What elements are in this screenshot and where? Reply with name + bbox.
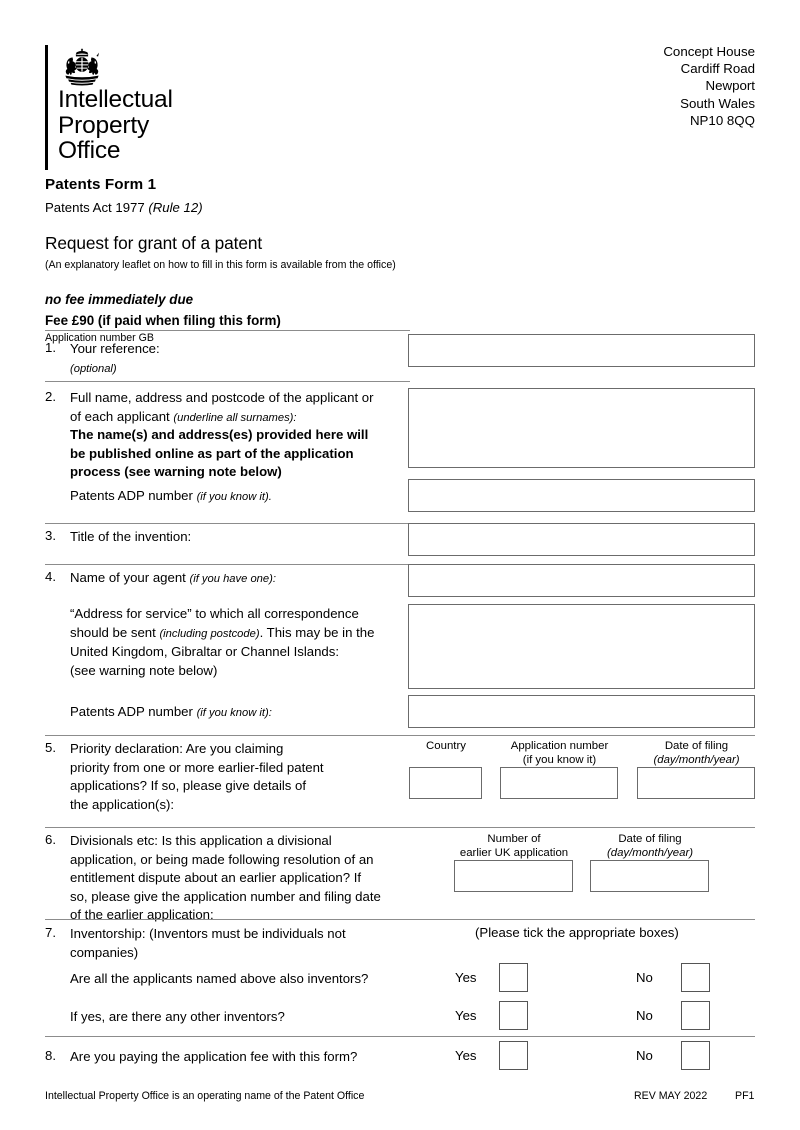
item-6-earlier-application-header	[454, 832, 574, 860]
item-4-adp-hint: (if you know it):	[196, 707, 272, 719]
item-1-your-reference-input[interactable]	[408, 334, 755, 367]
item-6-line-3: entitlement dispute about an earlier application? If	[70, 870, 362, 885]
item-8-no-label: No	[636, 1048, 653, 1063]
address-line-2: Cardiff Road	[680, 61, 755, 77]
item-1-label-text: Your reference:	[70, 341, 160, 356]
item-2-adp-label	[70, 487, 405, 507]
item-2-line-2-hint: (underline all surnames):	[173, 411, 297, 424]
address-postcode: NP10 8QQ	[689, 112, 755, 128]
item-7-line-1: Inventorship: (Inventors must be individuals not	[70, 926, 346, 941]
item-4-agent-text: Name of your agent	[70, 570, 190, 585]
footer-operating-name: Intellectual Property Office is an operating name of the Patent Office	[45, 1090, 365, 1102]
leaflet-note: (An explanatory leaflet on how to fill in this form is available from the office)	[45, 259, 396, 271]
item-3-number: 3.	[45, 528, 56, 543]
item-3-label: Title of the invention:	[70, 529, 192, 544]
logo-line-3: Office	[58, 137, 121, 164]
item-4-adp-number-input[interactable]	[408, 695, 755, 728]
item-5-line-1: Priority declaration: Are you claiming	[70, 741, 284, 756]
item-7-number: 7.	[45, 925, 56, 940]
ipo-logo	[45, 45, 275, 170]
footer-form-code: PF1	[735, 1090, 755, 1102]
item-6-earlier-application-header-text: Number of	[487, 833, 541, 845]
logo-line-1: Intellectual	[58, 86, 173, 113]
item-2-line-1: Full name, address and postcode of the applicant or	[70, 390, 374, 405]
rule-above-item-8	[45, 1036, 755, 1037]
item-8-yes-label: Yes	[455, 1048, 477, 1063]
item-7-q1-no-label: No	[636, 970, 653, 985]
item-4-address-line-4: (see warning note below)	[70, 662, 218, 678]
item-7-q2-no-checkbox[interactable]	[681, 1001, 710, 1030]
item-7-q1-no-checkbox[interactable]	[681, 963, 710, 992]
address-line-4: South Wales	[680, 95, 755, 111]
item-4-address-line-3: United Kingdom, Gibraltar or Channel Islands:	[70, 644, 340, 659]
item-4-address-line-1: “Address for service” to which all correspondence	[70, 606, 359, 621]
item-6-date-of-filing-header-text: Date of filing	[618, 833, 682, 845]
item-6-date-of-filing-input[interactable]	[590, 860, 709, 892]
item-5-line-4: the application(s):	[70, 796, 175, 812]
act-line	[45, 200, 545, 215]
item-5-country-header-text: Country	[426, 740, 466, 752]
item-5-label	[70, 740, 405, 814]
item-5-number: 5.	[45, 740, 56, 755]
item-4-address-line-2c: . This may be in the	[259, 624, 375, 640]
item-7-question-1: Are all the applicants named above also inventors?	[70, 971, 369, 986]
act-text: Patents Act 1977	[45, 200, 149, 215]
item-7-line-2: companies)	[70, 944, 139, 960]
item-7-q2-no-label: No	[636, 1008, 653, 1023]
item-5-date-of-filing-header-text: Date of filing	[664, 740, 729, 752]
page-title: Request for grant of a patent	[45, 233, 263, 253]
item-4-address-for-service-label	[70, 605, 410, 680]
item-5-country-header	[409, 739, 483, 753]
item-4-number: 4.	[45, 569, 56, 584]
item-6-line-4: so, please give the application number and filing date	[70, 888, 381, 904]
address-line-1: Concept House	[663, 44, 755, 59]
item-5-application-number-input[interactable]	[500, 767, 618, 799]
item-4-adp-label	[70, 703, 405, 723]
item-7-q1-yes-checkbox[interactable]	[499, 963, 528, 992]
item-7-q2-yes-label: Yes	[455, 1008, 477, 1023]
office-address	[663, 43, 755, 129]
item-2-label	[70, 389, 405, 427]
rule-above-item-7	[45, 919, 755, 920]
item-4-adp-text: Patents ADP number	[70, 704, 197, 719]
no-fee-note: no fee immediately due	[45, 292, 194, 307]
item-4-agent-name-input[interactable]	[408, 564, 755, 597]
item-6-date-of-filing-header	[590, 832, 710, 860]
item-2-warning-line-2: be published online as part of the application	[70, 445, 354, 461]
item-2-number: 2.	[45, 389, 56, 404]
item-3-invention-title-input[interactable]	[408, 523, 755, 556]
item-4-address-line-2a: should be sent	[70, 624, 160, 640]
royal-coat-of-arms-icon	[59, 47, 105, 87]
ipo-logo-text	[58, 87, 173, 164]
item-5-line-2: priority from one or more earlier-filed patent	[70, 759, 324, 775]
item-2-warning-line-1: The name(s) and address(es) provided here will	[70, 427, 369, 442]
item-2-applicant-details-input[interactable]	[408, 388, 755, 468]
item-6-earlier-application-number-input[interactable]	[454, 860, 573, 892]
item-5-country-input[interactable]	[409, 767, 482, 799]
item-4-address-for-service-input[interactable]	[408, 604, 755, 689]
item-7-tick-hint: (Please tick the appropriate boxes)	[475, 925, 679, 940]
rule-above-item-2	[45, 381, 410, 382]
item-2-adp-text: Patents ADP number	[70, 488, 197, 503]
item-6-line-5: of the earlier application:	[70, 907, 214, 922]
rule-above-item-6	[45, 827, 755, 828]
item-2-adp-number-input[interactable]	[408, 479, 755, 512]
item-6-line-2: application, or being made following resolution of an	[70, 851, 374, 867]
address-line-3: Newport	[705, 78, 755, 94]
item-7-q1-yes-label: Yes	[455, 970, 477, 985]
item-8-yes-checkbox[interactable]	[499, 1041, 528, 1070]
item-7-label	[70, 925, 410, 962]
item-5-line-3: applications? If so, please give details of	[70, 778, 307, 793]
item-6-number: 6.	[45, 832, 56, 847]
rule-above-item-3	[45, 523, 410, 524]
rule-above-item-4	[45, 564, 410, 565]
application-number-label: Application number GB	[45, 332, 154, 344]
item-6-earlier-application-header-sub: earlier UK application	[459, 847, 569, 859]
item-1-number: 1.	[45, 340, 56, 355]
item-5-date-of-filing-header-sub: (day/month/year)	[653, 754, 740, 766]
form-number-title: Patents Form 1	[45, 176, 157, 193]
item-2-line-2: of each applicant	[70, 408, 174, 424]
item-5-application-number-header-text: Application number	[510, 740, 609, 752]
item-1-label	[70, 340, 400, 378]
footer-revision: REV MAY 2022	[634, 1090, 708, 1102]
item-1-hint: (optional)	[70, 362, 117, 375]
item-4-address-line-2b: (including postcode)	[159, 627, 260, 640]
item-6-date-of-filing-header-sub: (day/month/year)	[606, 847, 694, 859]
item-4-agent-hint: (if you have one):	[189, 573, 276, 585]
item-4-agent-label	[70, 569, 405, 589]
item-2-adp-hint: (if you know it).	[196, 491, 272, 503]
item-5-date-of-filing-header	[637, 739, 756, 767]
rule-above-item-1	[45, 330, 410, 331]
rule-above-item-5	[45, 735, 755, 736]
item-8-number: 8.	[45, 1048, 56, 1063]
item-5-application-number-header	[500, 739, 619, 767]
logo-vertical-bar	[45, 45, 48, 170]
logo-line-2: Property	[58, 111, 149, 139]
item-8-label: Are you paying the application fee with this form?	[70, 1049, 358, 1064]
item-7-question-2: If yes, are there any other inventors?	[70, 1009, 285, 1024]
item-6-line-1: Divisionals etc: Is this application a divisional	[70, 833, 332, 848]
item-5-date-of-filing-input[interactable]	[637, 767, 755, 799]
item-6-label	[70, 832, 430, 925]
fee-note: Fee £90 (if paid when filing this form)	[45, 313, 281, 328]
act-rule: (Rule 12)	[148, 200, 203, 215]
form-title-block	[45, 176, 545, 344]
item-2-publication-warning	[70, 426, 405, 482]
item-7-q2-yes-checkbox[interactable]	[499, 1001, 528, 1030]
item-8-no-checkbox[interactable]	[681, 1041, 710, 1070]
item-2-warning-line-3: process (see warning note below)	[70, 464, 282, 479]
item-5-application-number-header-sub: (if you know it)	[522, 754, 597, 766]
